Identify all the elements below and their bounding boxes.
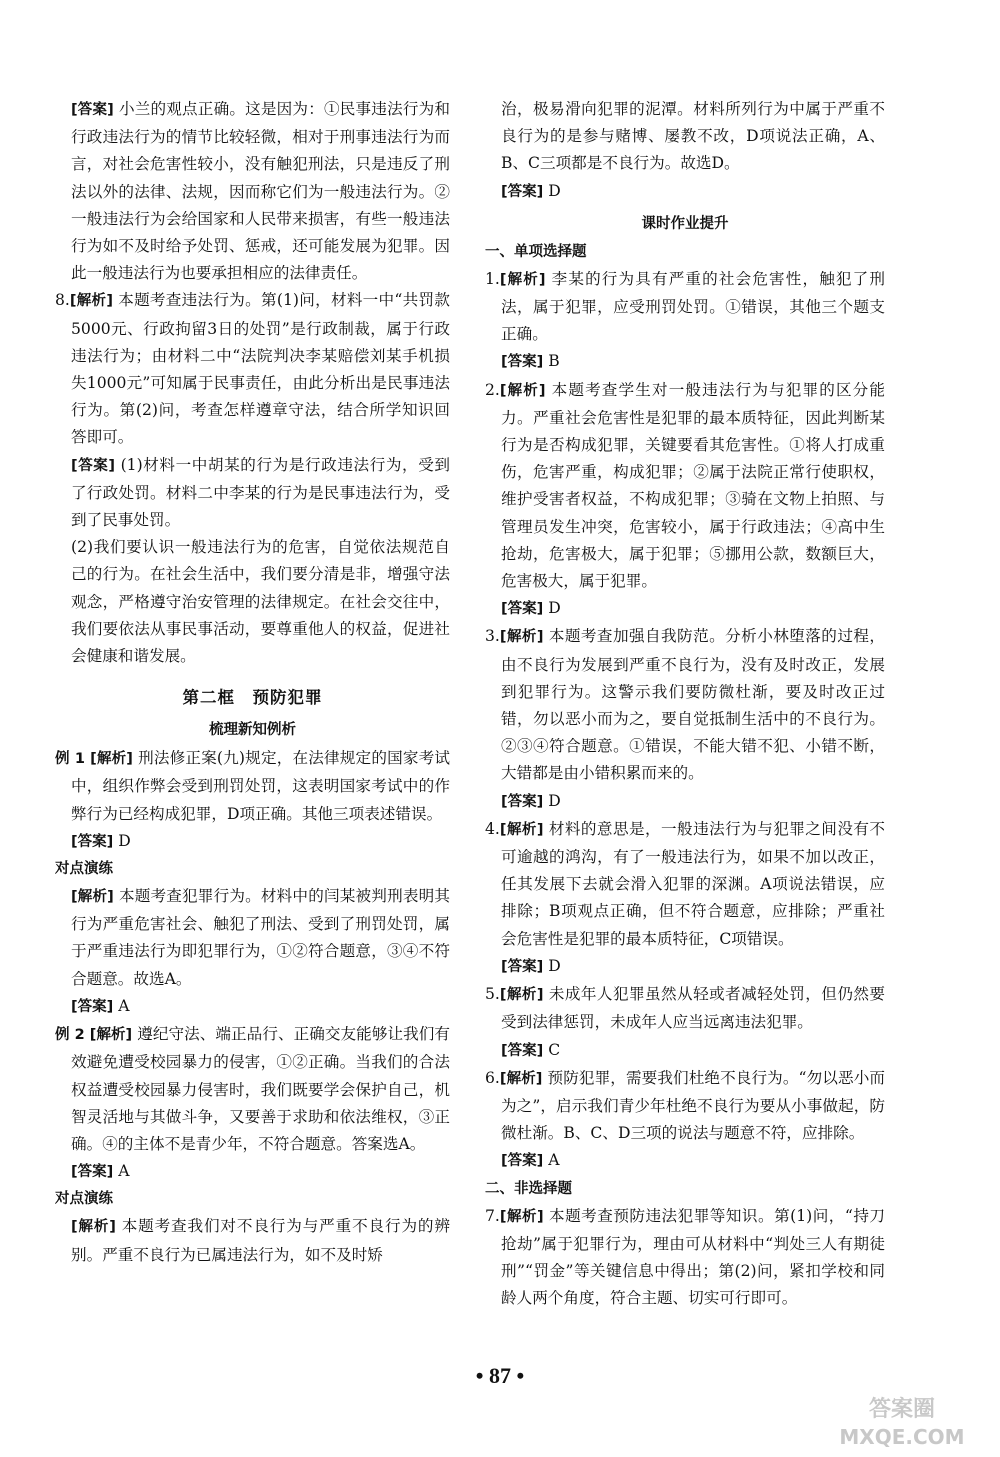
question-analysis	[485, 377, 885, 596]
analysis-tag: [解析]	[499, 1070, 543, 1087]
left-column	[55, 96, 450, 1269]
answer-text: D	[118, 831, 131, 850]
answer-text: A	[548, 1151, 560, 1170]
part-heading: 一、单项选择题	[485, 243, 587, 260]
answer-tag: [答案]	[71, 998, 114, 1015]
question-analysis	[485, 981, 885, 1036]
answer-tag: [答案]	[71, 102, 114, 118]
example-analysis	[55, 745, 450, 828]
answer-text: C	[548, 1040, 561, 1059]
answer-tag: [答案]	[501, 601, 544, 618]
answer-block	[55, 452, 450, 535]
analysis-block	[55, 287, 450, 451]
answer-block	[55, 1158, 450, 1186]
answer-block	[485, 595, 885, 623]
analysis-tag: [解析]	[499, 987, 544, 1004]
section-title: 课时作业提升	[641, 215, 729, 232]
answer-block	[485, 348, 885, 376]
answer-tag: [答案]	[71, 1164, 114, 1181]
answer-text: A	[118, 996, 130, 1015]
answer-tag: [答案]	[501, 354, 544, 371]
answer-block	[55, 993, 450, 1021]
analysis-tag: [解析]	[90, 751, 133, 768]
question-analysis	[485, 1203, 885, 1313]
practice-heading: 对点演练	[55, 1191, 113, 1208]
analysis-text: 本题考查加强自我防范。分析小林堕落的过程，由不良行为发展到严重不良行为，没有及时改正，发展到犯罪行为。这警示我们要防微杜渐，要及时改正过错，勿以恶小而为之，要自觉抵制生活中的不良行为。②③④符合题意。①错误，不能大错不犯、小错不断，大错都是由小错积累而来的。	[501, 627, 885, 783]
answer-block	[55, 828, 450, 856]
analysis-tag: [解析]	[499, 382, 546, 399]
example-number: 例 2	[55, 1027, 85, 1044]
question-number: 4.	[485, 819, 500, 838]
question-analysis	[485, 816, 885, 953]
question-number: 2.	[485, 380, 500, 399]
analysis-tag: [解析]	[499, 271, 546, 288]
continued-text: 治，极易滑向犯罪的泥潭。材料所列行为中属于严重不良行为的是参与赌博、屡教不改，D项说法正确，A、B、C三项都是不良行为。故选D。	[501, 100, 885, 173]
analysis-text: 本题考查我们对不良行为与严重不良行为的辨别。严重不良行为已属违法行为，如不及时矫	[71, 1217, 450, 1264]
watermark-logo	[818, 1392, 986, 1452]
analysis-text: 本题考查学生对一般违法行为与犯罪的区分能力。严重社会危害性是犯罪的最本质特征，因此判断某行为是否构成犯罪，关键要看其危害性。①将人打成重伤，危害严重，构成犯罪；②属于法院正常行使职权，维护受害者权益，不构成犯罪；③骑在文物上拍照、与管理员发生冲突，危害较小，属于行政违法；④高中生抢劫，危害极大，属于犯罪；⑤挪用公款，数额巨大，危害极大，属于犯罪。	[501, 380, 885, 591]
question-number: 8.	[55, 291, 70, 310]
question-analysis	[485, 1065, 885, 1148]
answer-text: D	[548, 956, 561, 975]
analysis-tag: [解析]	[499, 821, 544, 838]
answer-text: D	[548, 181, 561, 200]
analysis-block	[55, 883, 450, 993]
question-number: 3.	[485, 627, 500, 646]
answer-tag: [答案]	[71, 833, 114, 850]
part-heading: 二、非选择题	[485, 1180, 572, 1197]
answer-text: A	[118, 1162, 130, 1181]
analysis-tag: [解析]	[499, 1208, 544, 1225]
question-analysis	[485, 266, 885, 349]
example-number: 例 1	[55, 751, 85, 768]
question-number: 6.	[485, 1068, 500, 1087]
question-analysis	[485, 623, 885, 787]
question-number: 1.	[485, 269, 500, 288]
answer-block	[485, 1037, 885, 1065]
analysis-text: 李某的行为具有严重的社会危害性，触犯了刑法，属于犯罪，应受刑罚处罚。①错误，其他三个题支正确。	[501, 269, 885, 344]
answer-block	[485, 178, 885, 206]
analysis-tag: [解析]	[89, 1027, 133, 1044]
analysis-tag: [解析]	[71, 889, 114, 906]
answer-text: (2)我们要认识一般违法行为的危害，自觉依法规范自己的行为。在社会生活中，我们要分清是非，增强守法观念，严格遵守治安管理的法律规定。在社会交往中，我们要依法从事民事活动，要尊重他人的权益，促进社会健康和谐发展。	[71, 538, 450, 666]
analysis-text: 未成年人犯罪虽然从轻或者减轻处罚，但仍然要受到法律惩罚，未成年人应当远离违法犯罪。	[501, 985, 885, 1032]
answer-text: B	[548, 352, 560, 371]
subsection-title: 梳理新知例析	[209, 722, 296, 739]
example-analysis	[55, 1021, 450, 1158]
analysis-text: 遵纪守法、端正品行、正确交友能够让我们有效避免遭受校园暴力的侵害，①②正确。当我们的合法权益遭受校园暴力侵害时，我们既要学会保护自己，机智灵活地与其做斗争，又要善于求助和依法维权，③正确。④的主体不是青少年，不符合题意。答案选A。	[71, 1025, 450, 1153]
section-title: 第二框 预防犯罪	[182, 688, 323, 708]
answer-block	[485, 953, 885, 981]
analysis-tag: [解析]	[499, 629, 544, 646]
answer-block	[55, 96, 450, 287]
answer-text: 小兰的观点正确。这是因为：①民事违法行为和行政违法行为的情节比较轻微，相对于刑事违法行为而言，对社会危害性较小，没有触犯刑法，只是违反了刑法以外的法律、法规，因而称它们为一般违法行为。②一般违法行为会给国家和人民带来损害，有些一般违法行为如不及时给予处罚、惩戒，还可能发展为犯罪。因此一般违法行为也要承担相应的法律责任。	[71, 100, 450, 283]
answer-text: (1)材料一中胡某的行为是行政违法行为，受到了行政处罚。材料二中李某的行为是民事违法行为，受到了民事处罚。	[71, 455, 450, 530]
analysis-text: 本题考查预防违法犯罪等知识。第(1)问，“持刀抢劫”属于犯罪行为，理由可从材料中“判处三人有期徒刑”“罚金”等关键信息中得出；第(2)问，紧扣学校和同龄人两个角度，符合主题、切实可行即可。	[501, 1206, 885, 1308]
answer-block	[485, 788, 885, 816]
analysis-text: 预防犯罪，需要我们杜绝不良行为。“勿以恶小而为之”，启示我们青少年杜绝不良行为要从小事做起，防微杜渐。B、C、D三项的说法与题意不符，应排除。	[501, 1068, 885, 1143]
answer-tag: [答案]	[501, 958, 544, 975]
answer-tag: [答案]	[501, 1153, 544, 1170]
watermark-top: 答案圈	[868, 1397, 936, 1422]
watermark-bottom: MXQE.COM	[839, 1425, 965, 1449]
answer-text: D	[548, 599, 561, 618]
answer-text: D	[548, 791, 561, 810]
answer-tag: [答案]	[501, 183, 544, 200]
answer-tag: [答案]	[71, 457, 116, 474]
analysis-text: 本题考查违法行为。第(1)问，材料一中“共罚款5000元、行政拘留3日的处罚”是行政制裁，属于行政违法行为；由材料二中“法院判决李某赔偿刘某手机损失1000元”可知属于民事责任，由此分析出是民事违法行为。第(2)问，考查怎样遵章守法，结合所学知识回答即可。	[71, 291, 450, 447]
question-number: 7.	[485, 1206, 500, 1225]
answer-tag: [答案]	[501, 1042, 544, 1059]
right-column	[485, 96, 885, 1312]
analysis-text: 本题考查犯罪行为。材料中的闫某被判刑表明其行为严重危害社会、触犯了刑法、受到了刑罚处罚，属于严重违法行为即犯罪行为，①②符合题意，③④不符合题意。故选A。	[71, 887, 450, 988]
page-number: • 87 •	[475, 1363, 525, 1388]
analysis-text: 材料的意思是，一般违法行为与犯罪之间没有不可逾越的鸿沟，有了一般违法行为，如果不加以改正，任其发展下去就会滑入犯罪的深渊。A项说法错误，应排除；B项观点正确，但不符合题意，应排除；严重社会危害性是犯罪的最本质特征，C项错误。	[501, 819, 885, 948]
practice-heading: 对点演练	[55, 861, 113, 878]
analysis-tag: [解析]	[69, 293, 113, 310]
answer-block	[485, 1147, 885, 1175]
question-number: 5.	[485, 985, 500, 1004]
analysis-tag: [解析]	[71, 1219, 116, 1236]
answer-tag: [答案]	[501, 793, 544, 810]
analysis-block	[55, 1213, 450, 1268]
analysis-text: 刑法修正案(九)规定，在法律规定的国家考试中，组织作弊会受到刑罚处罚，这表明国家考试中的作弊行为已经构成犯罪，D项正确。其他三项表述错误。	[71, 749, 450, 823]
